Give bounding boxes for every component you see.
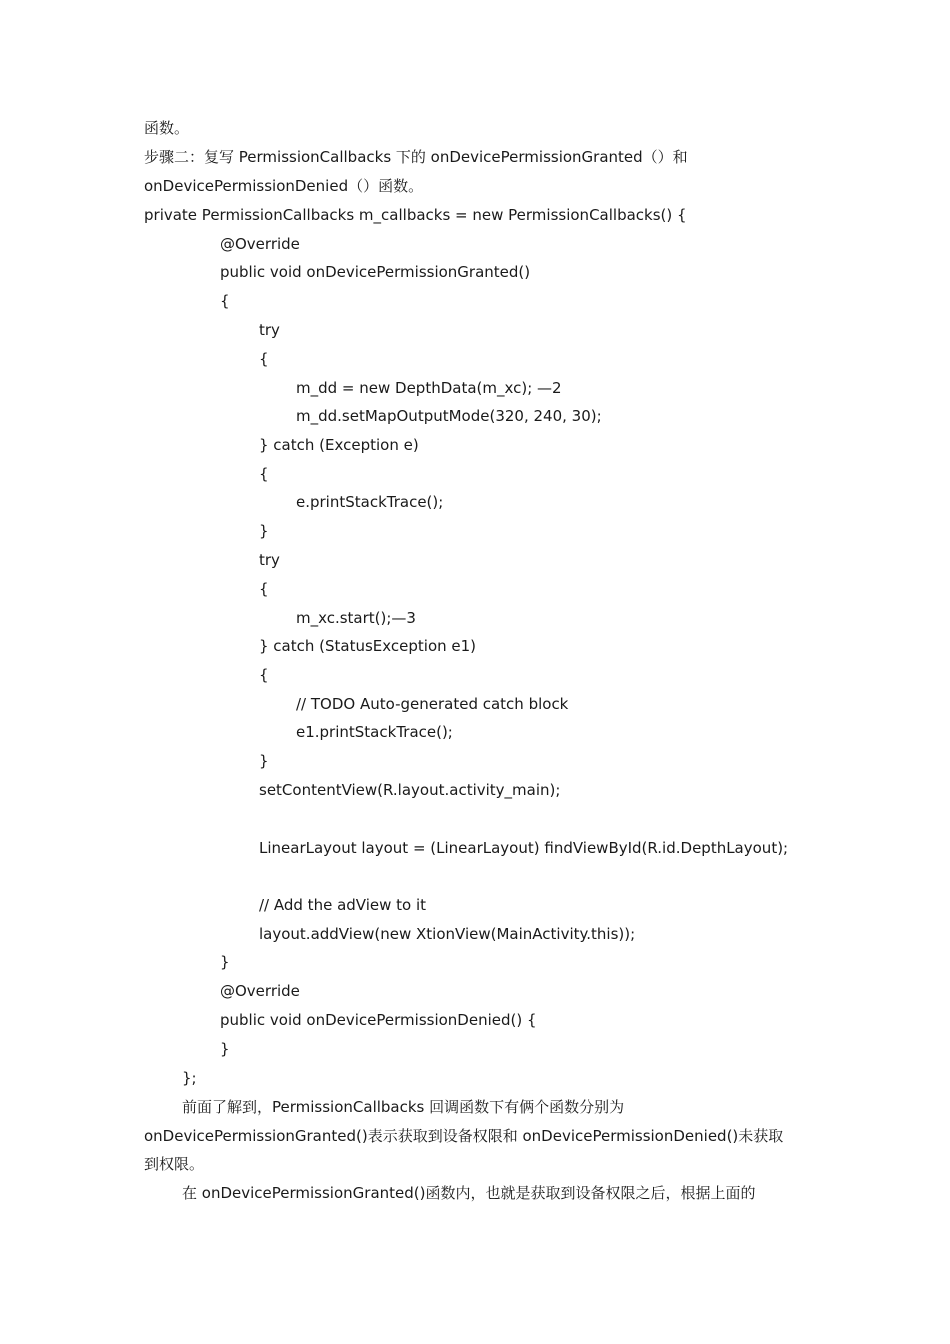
code-line: m_dd.setMapOutputMode(320, 240, 30);: [296, 407, 602, 425]
code-line: try: [259, 551, 280, 569]
code-line: }: [259, 752, 269, 770]
code-line: {: [259, 465, 269, 483]
code-line: e.printStackTrace();: [296, 493, 444, 511]
code-line: try: [259, 321, 280, 339]
text-line: onDevicePermissionDenied（）函数。: [144, 177, 424, 195]
code-line: } catch (StatusException e1): [259, 637, 477, 655]
code-line: {: [259, 580, 269, 598]
paragraph-line: 前面了解到，PermissionCallbacks 回调函数下有俩个函数分别为: [182, 1098, 625, 1116]
code-comment: // TODO Auto-generated catch block: [296, 695, 569, 713]
code-line: private PermissionCallbacks m_callbacks = new PermissionCallbacks() {: [144, 206, 687, 224]
code-line: e1.printStackTrace();: [296, 723, 453, 741]
code-line: public void onDevicePermissionGranted(): [220, 263, 531, 281]
code-line: }: [259, 522, 269, 540]
text-line: 函数。: [144, 119, 190, 137]
step-two-heading: 步骤二：复写 PermissionCallbacks 下的 onDevicePermissionGranted（）和: [144, 148, 688, 166]
code-line: @Override: [220, 982, 300, 1000]
code-line: public void onDevicePermissionDenied() {: [220, 1011, 537, 1029]
code-line: {: [259, 350, 269, 368]
code-line: } catch (Exception e): [259, 436, 419, 454]
code-line: {: [220, 292, 230, 310]
code-line: };: [182, 1069, 197, 1087]
code-comment: // Add the adView to it: [259, 896, 427, 914]
code-line: LinearLayout layout = (LinearLayout) findViewById(R.id.DepthLayout);: [259, 839, 789, 857]
code-line: layout.addView(new XtionView(MainActivity.this));: [259, 925, 636, 943]
code-line: }: [220, 953, 230, 971]
code-line: }: [220, 1040, 230, 1058]
code-line: m_xc.start();—3: [296, 609, 416, 627]
code-line: @Override: [220, 235, 300, 253]
paragraph-line: onDevicePermissionGranted()表示获取到设备权限和 onDevicePermissionDenied()未获取: [144, 1127, 784, 1145]
paragraph-line: 到权限。: [144, 1155, 205, 1173]
code-line: m_dd = new DepthData(m_xc); —2: [296, 379, 562, 397]
code-line: setContentView(R.layout.activity_main);: [259, 781, 561, 799]
code-line: {: [259, 666, 269, 684]
paragraph-line: 在 onDevicePermissionGranted()函数内，也就是获取到设备权限之后，根据上面的: [182, 1184, 756, 1202]
